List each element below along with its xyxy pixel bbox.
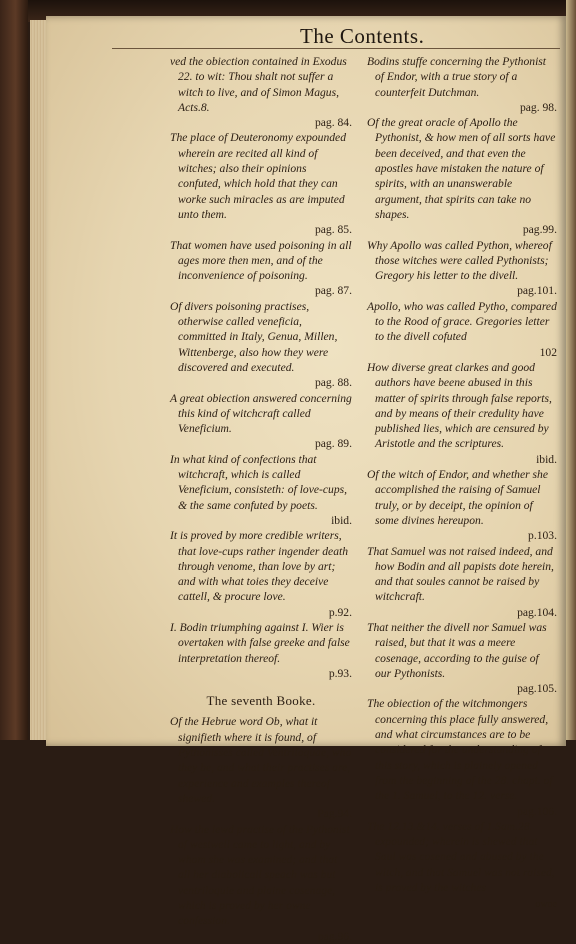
entry-page-ref: ibid. xyxy=(331,513,352,527)
entry-text: A great obiection answered concerning this kind of witchcraft called Veneficium. xyxy=(170,391,352,436)
entry-page-ref: ibid. xyxy=(536,452,557,466)
entry-text: The place of Deuteronomy expounded wherein are recited all kind of witches; also their opinions confuted, which hold that they can worke such miracles as are imputed unto them. xyxy=(170,131,347,221)
facing-page-edge xyxy=(566,0,576,740)
entry-page-ref: Pag.94. xyxy=(317,807,352,821)
contents-entry xyxy=(367,360,557,467)
entry-page-ref: pag. 85. xyxy=(314,223,352,237)
left-column xyxy=(170,54,352,944)
contents-entry xyxy=(170,714,352,821)
entry-text: How diverse great clarkes and good authors have beene abused in this matter of spirits through false reports, and by means of their credulity have published lies, which are censured by Aristotle and the scriptures. xyxy=(367,360,552,451)
right-entries xyxy=(367,54,557,895)
entry-text: Bodins stuffe concerning the Pythonist of Endor, with a true story of a counterfeit Dutchman. xyxy=(367,55,547,99)
header-rule xyxy=(112,48,560,49)
contents-entry xyxy=(170,528,352,620)
entry-text: That neither the divell nor Samuel was raised, but that it was a meere cosenage, according to the guise of our Pythonists. xyxy=(367,620,547,680)
entry-text: Apollo, who was called Pytho, compared to the Rood of grace. Gregories letter to the divell cofuted xyxy=(367,299,557,344)
contents-entry xyxy=(367,696,557,818)
contents-entry xyxy=(170,238,352,299)
entry-page-ref: pag.99. xyxy=(522,223,557,237)
entry-page-ref: pag. 98. xyxy=(519,100,557,114)
contents-entry xyxy=(367,544,557,620)
contents-entry xyxy=(367,819,557,895)
entry-text: That Samuel was not raised indeed, and how Bodin and all papists dote herein, and that soules cannot be raised by witchcraft. xyxy=(367,544,554,604)
contents-entry xyxy=(367,238,557,299)
entry-text: I. Bodin triumphing against I. Wier is overtaken with false greeke and false interpretation thereof. xyxy=(170,620,350,665)
contents-entry xyxy=(170,822,352,944)
entry-page-ref: pag.96. xyxy=(317,929,352,943)
entry-page-ref: pag. 84. xyxy=(314,116,352,130)
entry-page-ref: p.103. xyxy=(528,529,557,543)
book-spine xyxy=(0,0,28,740)
contents-entry xyxy=(170,391,352,452)
entry-text: In what kind of confections that witchcraft, which is called Veneficium, consisteth: of love-cups, & the same confuted by poets. xyxy=(170,452,348,512)
entry-page-ref: 102 xyxy=(539,345,557,359)
entry-text: The 12.13.&14. verses of 1.Sam.28. expounded; wherein is shewed that Saul was cosened and abused by the witch, and that Samuel was not raised, is proved by the witches xyxy=(367,819,555,895)
contents-entry xyxy=(367,54,557,115)
entry-text: ved the obiection contained in Exodus 22. to wit: Thou shalt not suffer a witch to live, and of Simon Magus, Acts.8. xyxy=(170,55,347,114)
entry-text: Of the witch of Endor, and whether she accomplished the raising of Samuel truly, or by deceipt, the opinion of some divines hereupon. xyxy=(367,468,548,527)
entry-page-ref: p.92. xyxy=(328,605,352,619)
contents-entry xyxy=(170,299,352,391)
entry-page-ref: p.93. xyxy=(328,666,352,680)
entry-text: It is proved by more credible writers, that love-cups rather ingender death through venome, than love by art; and with what toies they deceive cattell, & procure love. xyxy=(170,529,349,604)
page-title: The Contents. xyxy=(300,24,425,48)
contents-entry xyxy=(170,452,352,528)
left-entries xyxy=(170,54,352,681)
contents-entry xyxy=(170,620,352,681)
entry-text: Of divers poisoning practises, otherwise called veneficia, committed in Italy, Genua, Millen, Wittenberge, also how they were discovered and executed. xyxy=(170,299,338,374)
section-heading: The seventh Booke. xyxy=(206,693,316,709)
contents-entry xyxy=(367,467,557,543)
entry-text: That women have used poisoning in all ages more then men, and of the inconvenience of poisoning. xyxy=(170,238,352,283)
contents-entry xyxy=(170,130,352,237)
entry-page-ref: pag.101. xyxy=(517,284,557,298)
entry-page-ref: pag.106. xyxy=(517,804,557,818)
contents-entry xyxy=(170,54,352,130)
entry-page-ref: pag. 87. xyxy=(314,284,352,298)
entry-page-ref: pag. 88. xyxy=(314,376,352,390)
catchword: owne xyxy=(535,899,557,911)
entry-page-ref: pag. 89. xyxy=(314,437,352,451)
entry-text: Why Apollo was called Python, whereof those witches were called Pythonists; Gregory his letter to the divell. xyxy=(367,238,552,283)
entry-text: How the lewd practise of the Pythonist of westwell came to light, and by whom she was examined; and that all her diabolicall speach was but ventriloquie and plaine cosenage, which is proved by her owne confession. xyxy=(170,822,350,928)
contents-entry xyxy=(367,620,557,696)
right-column xyxy=(367,54,557,913)
entry-page-ref: pag.105. xyxy=(517,682,557,696)
entry-text: The obiection of the witchmongers concerning this place fully answered, and what circumstances are to be considered for the understanding of this story, which is plainely opened from the beginning of the 28. chapt. of the 1. Samuel, to the 12. verse. xyxy=(367,697,553,803)
entry-page-ref: pag.104. xyxy=(517,605,557,619)
contents-entry xyxy=(367,299,557,360)
entry-text: Of the great oracle of Apollo the Pythonist, & how men of all sorts have been deceived, and that even the apostles have mistaken the nature of spirits, with an unanswerable argument, that spirits can take no shapes. xyxy=(367,116,556,221)
contents-entry xyxy=(367,115,557,237)
left-entries-after-heading xyxy=(170,714,352,943)
entry-text: Of the Hebrue word Ob, what it signifieth where it is found, of Pythonisses called Ventriloquae, who they be, and what their practises are, experience and examples thereof shewed. xyxy=(170,715,352,805)
